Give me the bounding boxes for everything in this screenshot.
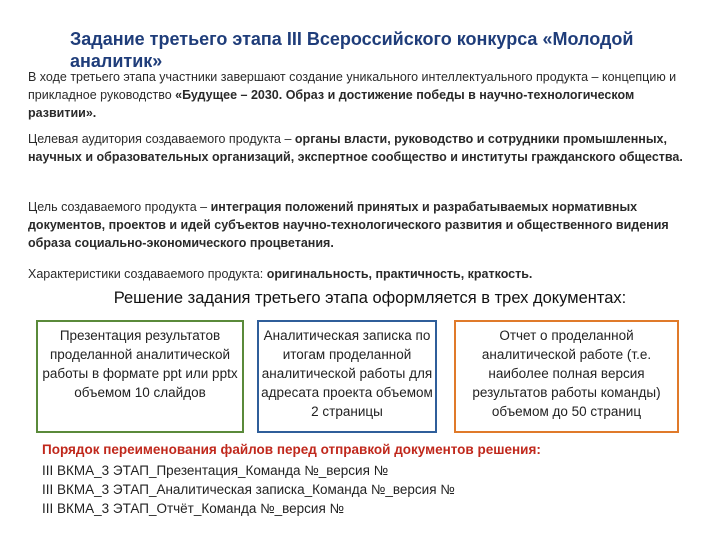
paragraph-intro-text: В ходе третьего этапа участники завершают создание уникального интеллектуального продукта – концепцию и прикладное руководство	[28, 70, 677, 102]
paragraph-characteristics-bold: оригинальность, практичность, краткость.	[266, 267, 533, 281]
file-name-analytic-note: III ВКМА_3 ЭТАП_Аналитическая записка_Команда №_версия №	[42, 482, 455, 497]
paragraph-characteristics	[28, 265, 698, 283]
file-name-report: III ВКМА_3 ЭТАП_Отчёт_Команда №_версия №	[42, 501, 344, 516]
document-box-presentation: Презентация результатов проделанной аналитической работы в формате ppt или pptx объемом 10 слайдов	[36, 320, 244, 433]
document-box-report: Отчет о проделанной аналитической работе (т.е. наиболее полная версия результатов работы команды) объемом до 50 страниц	[454, 320, 679, 433]
paragraph-intro	[28, 68, 698, 122]
document-box-analytic-note: Аналитическая записка по итогам проделанной аналитической работы для адресата проекта объемом 2 страницы	[257, 320, 437, 433]
paragraph-goal	[28, 198, 698, 252]
section-subtitle: Решение задания третьего этапа оформляется в трех документах:	[113, 289, 627, 307]
paragraph-characteristics-text: Характеристики создаваемого продукта:	[28, 267, 267, 281]
paragraph-goal-bold: интеграция положений принятых и разрабатываемых нормативных документов, проектов и идей субъектов научно-технологического развития и общественного видения образа социально-экономического процветания.	[28, 200, 669, 250]
paragraph-goal-text: Цель создаваемого продукта –	[28, 200, 211, 214]
rename-title: Порядок переименования файлов перед отправкой документов решения:	[42, 442, 541, 457]
slide-title: Задание третьего этапа III Всероссийского конкурса «Молодой аналитик»	[70, 29, 634, 71]
paragraph-audience-bold: органы власти, руководство и сотрудники промышленных, научных и образовательных организаций, экспертное сообщество и институты гражданского общества.	[28, 132, 683, 164]
file-name-presentation: III ВКМА_3 ЭТАП_Презентация_Команда №_версия №	[42, 463, 389, 478]
paragraph-intro-bold: «Будущее – 2030. Образ и достижение победы в научно-технологическом развитии».	[28, 88, 635, 120]
paragraph-audience	[28, 130, 698, 166]
paragraph-audience-text: Целевая аудитория создаваемого продукта –	[28, 132, 295, 146]
